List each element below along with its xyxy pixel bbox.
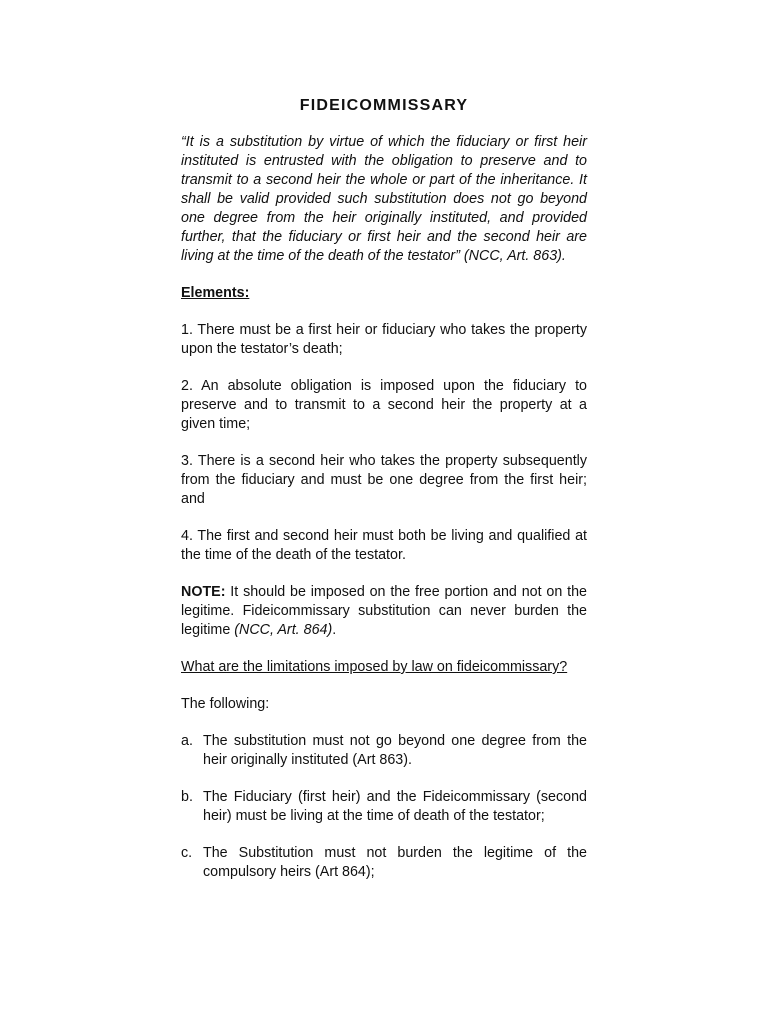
element-item-3: 3. There is a second heir who takes the property subsequently from the fiduciary and must be one degree from the first heir; and <box>181 453 587 507</box>
document-page <box>181 96 587 882</box>
limitations-list <box>181 732 587 882</box>
element-item-4: 4. The first and second heir must both be living and qualified at the time of the death of the testator. <box>181 528 587 563</box>
limitation-text: The Fiduciary (first heir) and the Fideicommissary (second heir) must be living at the time of death of the testator; <box>203 789 587 824</box>
limitation-item-c <box>181 844 587 882</box>
answer-intro: The following: <box>181 696 270 712</box>
elements-heading: Elements: <box>181 285 250 301</box>
definition-text: “It is a substitution by virtue of which the fiduciary or first heir instituted is entrusted with the obligation to preserve and to transmit to a second heir the whole or part of the inheritance. It shall be valid provided such substitution does not go beyond one degree from the heir originally instituted, and provided further, that the fiduciary or first heir and the second heir are living at the time of the death of the testator” <box>181 134 587 264</box>
note-citation: (NCC, Art. 864) <box>234 622 333 638</box>
limitation-item-a <box>181 732 587 770</box>
definition-citation: (NCC, Art. 863). <box>459 248 566 264</box>
element-item-2: 2. An absolute obligation is imposed upon the fiduciary to preserve and to transmit to a second heir the property at a given time; <box>181 378 587 432</box>
note-end: . <box>332 622 337 638</box>
list-marker: b. <box>181 789 193 805</box>
limitations-question: What are the limitations imposed by law on fideicommissary? <box>181 659 568 675</box>
limitation-text: The substitution must not go beyond one degree from the heir originally instituted (Art 863). <box>203 733 587 768</box>
list-marker: c. <box>181 845 193 861</box>
list-marker: a. <box>181 733 193 749</box>
note-label: NOTE: <box>181 584 226 600</box>
limitation-item-b <box>181 788 587 826</box>
element-item-1: 1. There must be a first heir or fiduciary who takes the property upon the testator’s death; <box>181 322 587 357</box>
definition-quote <box>181 133 587 266</box>
limitation-text: The Substitution must not burden the legitime of the compulsory heirs (Art 864); <box>203 845 587 880</box>
page-title: FIDEICOMMISSARY <box>299 97 469 114</box>
note-paragraph <box>181 583 587 640</box>
note-text: It should be imposed on the free portion and not on the legitime. Fideicommissary substitution can never burden the legitime <box>181 584 587 638</box>
